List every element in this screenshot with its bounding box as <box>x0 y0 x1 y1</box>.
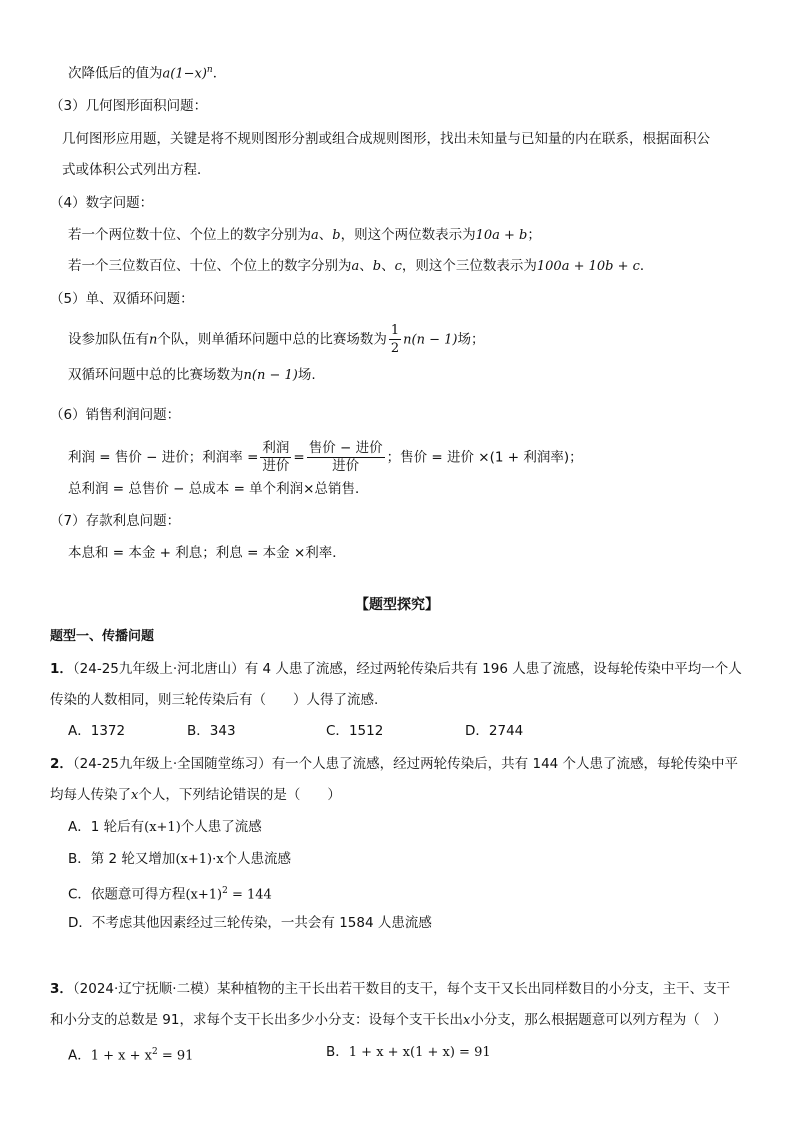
three-digit-expr: 100a + 10b + c <box>536 259 640 274</box>
option-label: B． <box>326 1044 349 1060</box>
semicolon: ； <box>188 449 203 466</box>
sec4-line2-mid: ，则这个三位数表示为 <box>401 258 537 274</box>
q1-option-b[interactable] <box>187 721 236 741</box>
sep: 、 <box>318 227 333 243</box>
fraction-denominator: 2 <box>390 341 400 356</box>
q1-text: 有 4 人患了流感，经过两轮传染后共有 196 人患了流感，设每轮传染中平均一个人 <box>244 661 742 677</box>
option-label: A． <box>68 723 91 739</box>
q3-option-a[interactable] <box>68 1042 193 1067</box>
var-a: a <box>311 228 319 243</box>
q2-line2-pre: 均每人传染了 <box>50 787 131 803</box>
option-label: C． <box>326 723 349 739</box>
profit-formula: 利润 = 售价 − 进价 <box>68 449 189 466</box>
option-math-rest: = 144 <box>227 887 272 903</box>
sec5-line2-pre: 双循环问题中总的比赛场数为 <box>68 367 244 383</box>
q2-option-c[interactable] <box>68 881 272 906</box>
sec5-line1-pre: 设参加队伍有 <box>68 331 149 348</box>
var-n: n <box>149 332 158 348</box>
q3-line2-rest: 小分支，那么根据题意可以列方程为（ ） <box>470 1012 727 1028</box>
var-b: b <box>332 228 341 243</box>
q1-option-d[interactable] <box>465 721 523 741</box>
single-round-expr: n(n − 1) <box>403 332 458 348</box>
sec5-line2 <box>68 365 316 386</box>
sec7-heading: （7）存款利息问题： <box>50 513 181 529</box>
q3-text: 某种植物的主干长出若干数目的支干，每个支干又长出同样数目的小分支，主干、支干 <box>217 981 731 997</box>
equals: = <box>293 449 305 466</box>
option-math: (x+1) <box>144 820 181 835</box>
profit-rate-fraction-1 <box>260 440 291 475</box>
question-source: （24-25九年级上·全国随堂练习） <box>72 756 272 772</box>
option-label: D． <box>465 723 489 739</box>
q1-line1 <box>50 659 742 679</box>
sec3-line1: 几何图形应用题，关键是将不规则图形分割或组合成规则图形，找出未知量与已知量的内在联系，根据面积公 <box>62 131 710 147</box>
option-text: 1 轮后有 <box>90 819 145 835</box>
var-b: b <box>372 259 382 274</box>
question-number: 2． <box>50 756 73 772</box>
sec5-line1 <box>68 322 484 357</box>
semicolon: ； <box>386 449 401 466</box>
option-label: C． <box>68 886 91 903</box>
option-label: B． <box>68 851 91 867</box>
question-source: （24-25九年级上·河北唐山） <box>72 661 245 677</box>
option-math: (x+1) <box>185 887 223 903</box>
two-digit-expr: 10a + b <box>475 228 528 243</box>
option-math-exponent: 2 <box>222 886 228 896</box>
double-round-expr: n(n − 1) <box>243 368 298 383</box>
question-number: 1． <box>50 661 73 677</box>
option-text: 343 <box>209 723 236 739</box>
intro-tail-exponent: n <box>206 65 213 75</box>
option-text: 依题意可得方程 <box>90 886 186 903</box>
sep: 、 <box>359 258 373 274</box>
intro-tail-end: ． <box>212 65 227 82</box>
q2-line1 <box>50 754 738 774</box>
fraction-numerator: 售价 − 进价 <box>308 440 383 456</box>
sec4-line2-pre: 若一个三位数百位、十位、个位上的数字分别为 <box>68 258 352 274</box>
question-number: 3． <box>50 981 73 997</box>
intro-tail-line <box>68 60 226 85</box>
sec4-line1-mid: ，则这个两位数表示为 <box>340 227 476 243</box>
type1-title: 题型一、传播问题 <box>50 629 155 644</box>
sep: 、 <box>381 258 395 274</box>
section-title: 【题型探究】 <box>355 597 439 613</box>
option-math: (x+1)·x <box>175 852 224 867</box>
sec4-line1-pre: 若一个两位数十位、个位上的数字分别为 <box>68 227 311 243</box>
option-math: 1 + x + x <box>90 1048 152 1064</box>
var-x: x <box>131 788 139 803</box>
sec5-line1-mid: 个队，则单循环问题中总的比赛场数为 <box>157 331 387 348</box>
sec4-line1 <box>68 225 541 246</box>
intro-tail-formula: a(1−x) <box>162 66 207 82</box>
q1-option-c[interactable] <box>326 721 383 741</box>
var-x: x <box>462 1013 471 1028</box>
sec4-line2-end: ． <box>639 258 654 274</box>
option-text: 2744 <box>488 723 524 739</box>
q2-line2-rest: 个人，下列结论错误的是（ ） <box>138 787 341 803</box>
option-text: 1372 <box>90 723 126 739</box>
option-text: 不考虑其他因素经过三轮传染，一共会有 1584 人患流感 <box>91 915 432 931</box>
q3-line1 <box>50 979 730 999</box>
fraction-numerator: 1 <box>390 323 400 338</box>
sec5-heading: （5）单、双循环问题： <box>50 291 194 307</box>
semicolon: ； <box>569 449 583 466</box>
q1-option-a[interactable] <box>68 721 125 741</box>
q2-option-a[interactable] <box>68 817 262 838</box>
sec5-line1-end: 场； <box>457 331 485 348</box>
option-label: D． <box>68 915 92 931</box>
profit-rate-label: 利润率 = <box>202 449 259 466</box>
q2-option-b[interactable] <box>68 849 291 870</box>
q2-text: 有一个人患了流感，经过两轮传染后，共有 144 个人患了流感，每轮传染中平 <box>271 756 739 772</box>
q2-line2 <box>50 785 341 806</box>
one-half-fraction <box>389 322 401 357</box>
fraction-denominator: 进价 <box>262 458 290 474</box>
option-label: A． <box>68 819 91 835</box>
fraction-denominator: 进价 <box>332 458 360 474</box>
q2-option-d[interactable] <box>68 913 432 933</box>
option-math-rest: = 91 <box>157 1048 194 1064</box>
fraction-numerator: 利润 <box>262 440 290 456</box>
var-a: a <box>351 259 360 274</box>
option-label: A． <box>68 1047 91 1064</box>
option-text: 1512 <box>348 723 384 739</box>
option-label: B． <box>187 723 210 739</box>
intro-tail-text: 次降低后的值为 <box>68 65 163 82</box>
q1-line2: 传染的人数相同，则三轮传染后有（ ）人得了流感. <box>50 692 379 708</box>
sec4-line2 <box>68 256 653 277</box>
question-source: （2024·辽宁抚顺·二模） <box>72 981 218 997</box>
sec6-line1 <box>68 440 583 475</box>
q3-option-b[interactable] <box>326 1042 491 1063</box>
q3-line2-pre: 和小分支的总数是 91，求每个支干长出多少小分支：设每个支干长出 <box>50 1012 463 1028</box>
sec6-line2: 总利润 = 总售价 − 总成本 = 单个利润×总销售． <box>68 481 369 497</box>
sec3-line2: 式或体积公式列出方程． <box>62 162 211 178</box>
sec3-heading: （3）几何图形面积问题： <box>50 98 208 114</box>
sec4-heading: （4）数字问题： <box>50 195 154 211</box>
sec5-line2-end: 场. <box>297 367 316 383</box>
option-text-post: 个人患了流感 <box>180 819 262 835</box>
q3-line2 <box>50 1010 727 1031</box>
sec7-line1: 本息和 = 本金 + 利息；利息 = 本金 ×利率． <box>68 545 346 561</box>
price-formula: 售价 = 进价 ×(1 + 利润率) <box>400 449 570 466</box>
option-math: 1 + x + x(1 + x) = 91 <box>348 1045 491 1060</box>
option-math-exponent: 2 <box>152 1047 158 1057</box>
sec6-heading: （6）销售利润问题： <box>50 407 181 423</box>
var-c: c <box>394 259 402 274</box>
option-text-post: 个人患流感 <box>223 851 292 867</box>
option-text: 第 2 轮又增加 <box>90 851 176 867</box>
profit-rate-fraction-2 <box>307 440 385 475</box>
sec4-line1-end: ； <box>527 227 541 243</box>
